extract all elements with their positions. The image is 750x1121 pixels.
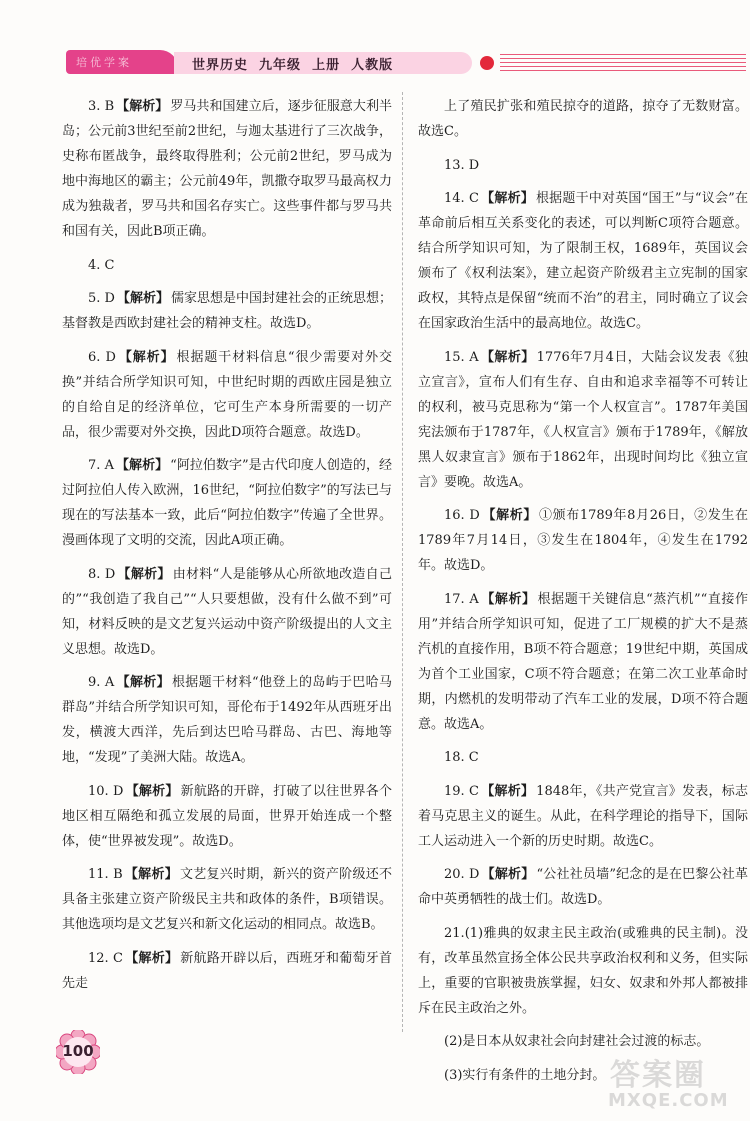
answer-number: 4. C <box>88 257 115 273</box>
analysis-tag: 【解析】 <box>481 867 535 882</box>
page-number-badge <box>56 1030 100 1074</box>
answer-text: 上了殖民扩张和殖民掠夺的道路，掠夺了无数财富。故选C。 <box>418 99 748 139</box>
analysis-tag: 【解析】 <box>124 867 178 882</box>
answer-item <box>62 779 392 854</box>
answer-item <box>418 503 748 578</box>
series-tab-label: 培优学案 <box>76 56 132 69</box>
answer-item <box>418 862 748 912</box>
answer-text: 文艺复兴时期，新兴的资产阶级还不具备主张建立资产阶级民主共和政体的条件，B项错误。其他选项均是文艺复兴和新文化运动的相同点。故选B。 <box>62 867 392 932</box>
answer-text: 根据题干材料信息“很少需要对外交换”并结合所学知识可知，中世纪时期的西欧庄园是独立的自给自足的经济单位，它可生产本身所需要的一切产品，很少需要对外交换，因此D项符合题意。故选D。 <box>62 349 392 440</box>
book-info: 世界历史 九年级 上册 人教版 <box>192 58 394 73</box>
answer-item <box>62 286 392 336</box>
answer-item <box>418 745 748 770</box>
answer-item <box>62 946 392 996</box>
answer-text: “公社社员墙”纪念的是在巴黎公社革命中英勇牺牲的战士们。故选D。 <box>418 867 748 907</box>
answer-number: 7. A <box>88 458 114 473</box>
analysis-tag: 【解析】 <box>116 291 169 306</box>
analysis-tag: 【解析】 <box>116 675 170 690</box>
answer-text: 由材料“人是能够从心所欲地改造自己的”“我创造了我自己”“人只要想做，没有什么做不到”可知，材料反映的是文艺复兴运动中资产阶级提出的人文主义思想。故选D。 <box>62 566 392 657</box>
answer-number: 9. A <box>88 675 115 690</box>
answer-number: 16. D <box>444 508 480 523</box>
answer-text: 根据题干材料“他登上的岛屿于巴哈马群岛”并结合所学知识可知，哥伦布于1492年从西班牙出发，横渡大西洋，先后到达巴哈马群岛、古巴、海地等地，“发现”了美洲大陆。故选A。 <box>62 675 392 765</box>
answer-item <box>418 921 748 1021</box>
answer-number: 11. B <box>88 867 123 882</box>
header-stripes <box>500 54 746 72</box>
page-number: 100 <box>62 1042 94 1060</box>
page-header <box>66 48 746 78</box>
column-divider <box>402 92 403 1032</box>
answer-text: ①颁布1789年8月26日，②发生在1789年7月14日，③发生在1804年，④发生在1792年。故选D。 <box>418 508 748 573</box>
analysis-tag: 【解析】 <box>480 191 534 206</box>
answer-number: 8. D <box>88 566 116 582</box>
answer-text: 新航路开辟以后，西班牙和葡萄牙首先走 <box>62 950 392 991</box>
answer-number: 20. D <box>444 867 480 882</box>
series-tab <box>66 50 178 74</box>
header-dot-icon <box>480 56 494 70</box>
answer-item <box>418 587 748 737</box>
answer-item <box>418 186 748 336</box>
answer-item <box>418 779 748 854</box>
analysis-tag: 【解析】 <box>117 349 175 365</box>
answer-number: 21. <box>444 925 465 941</box>
answer-number: 18. C <box>444 750 479 765</box>
answer-text: 罗马共和国建立后，逐步征服意大利半岛；公元前3世纪至前2世纪，与迦太基进行了三次战争，史称布匿战争，最终取得胜利；公元前2世纪，罗马成为地中海地区的霸主；公元前49年，凯撒夺取罗马最高权力成为独裁者，罗马共和国名存实亡。这些事件都与罗马共和国有关，因此B项正确。 <box>62 99 392 239</box>
answer-number: 6. D <box>88 349 116 365</box>
answer-item <box>62 94 392 244</box>
answer-text: (1)雅典的奴隶主民主政治(或雅典的民主制)。没有，改革虽然宣扬全体公民共享政治权利和义务，但实际上，重要的官职被贵族掌握，妇女、奴隶和外邦人都被排斥在民主政治之外。 <box>418 925 748 1016</box>
watermark-url: MXQE.COM <box>608 1090 729 1111</box>
answer-text: 儒家思想是中国封建社会的正统思想；基督教是西欧封建社会的精神支柱。故选D。 <box>62 291 392 331</box>
answer-item <box>418 153 748 178</box>
answer-number: 15. A <box>444 349 479 365</box>
answer-text: 新航路的开辟，打破了以往世界各个地区相互隔绝和孤立发展的局面，世界开始连成一个整体，使“世界被发现”。故选D。 <box>62 783 392 849</box>
answer-number: 12. C <box>88 950 124 966</box>
answer-text: 1848年，《共产党宣言》发表，标志着马克思主义的诞生。从此，在科学理论的指导下，国际工人运动进入一个新的历史时期。故选C。 <box>418 783 748 849</box>
analysis-tag: 【解析】 <box>125 783 179 799</box>
answer-item <box>62 862 392 937</box>
analysis-tag: 【解析】 <box>117 566 171 582</box>
answer-text: 1776年7月4日，大陆会议发表《独立宣言》，宣布人们有生存、自由和追求幸福等不可转让的权利，被马克思称为“第一个人权宣言”。1787年美国宪法颁布于1787年，《人权宣言》颁布于1789年，《解放黑人奴隶宣言》颁布于1862年，出现时间均比《独立宣言》要晚。故选A。 <box>418 349 748 490</box>
answer-number: 17. A <box>444 591 479 607</box>
answer-item <box>62 670 392 770</box>
answer-text: 根据题干中对英国“国王”与“议会”在革命前后相互关系变化的表述，可以判断C项符合题意。结合所学知识可知，为了限制王权，1689年，英国议会颁布了《权利法案》，建立起资产阶级君主立宪制的国家政权，其特点是保留“统而不治”的君主，同时确立了议会在国家政治生活中的最高地位。故选C。 <box>418 191 748 331</box>
answer-item <box>418 94 748 144</box>
book-info-band <box>174 52 472 74</box>
answer-item <box>62 253 392 278</box>
answer-text: “阿拉伯数字”是古代印度人创造的，经过阿拉伯人传入欧洲，16世纪，“阿拉伯数字”的写法已与现在的写法基本一致，此后“阿拉伯数字”传遍了全世界。漫画体现了文明的交流，因此A项正确。 <box>62 458 392 548</box>
watermark <box>600 1050 740 1114</box>
right-column <box>418 94 748 1096</box>
analysis-tag: 【解析】 <box>481 783 535 799</box>
analysis-tag: 【解析】 <box>480 591 536 607</box>
analysis-tag: 【解析】 <box>125 950 179 966</box>
analysis-tag: 【解析】 <box>480 349 535 365</box>
watermark-logo-text: 答案圈 <box>610 1058 706 1093</box>
answer-number: 14. C <box>444 191 479 206</box>
answer-text: 根据题干关键信息“蒸汽机”“直接作用”并结合所学知识可知，促进了工厂规模的扩大不是蒸汽机的直接作用，B项不符合题意；19世纪中期，英国成为首个工业国家，C项不符合题意；在第二次工业革命时期，内燃机的发明带动了汽车工业的发展，D项不符合题意。故选A。 <box>418 591 748 732</box>
left-column <box>62 94 392 1004</box>
answer-number: 3. B <box>88 99 115 114</box>
answer-item <box>62 453 392 553</box>
answer-number: 19. C <box>444 783 479 799</box>
answer-item <box>62 345 392 445</box>
answer-number: 5. D <box>88 291 115 306</box>
analysis-tag: 【解析】 <box>115 458 169 473</box>
analysis-tag: 【解析】 <box>481 508 537 523</box>
answer-item <box>418 345 748 495</box>
answer-text: (3)实行有条件的土地分封。 <box>444 1067 606 1083</box>
analysis-tag: 【解析】 <box>116 99 169 114</box>
answer-text: (2)是日本从奴隶社会向封建社会过渡的标志。 <box>444 1034 710 1049</box>
answer-number: 13. D <box>444 157 480 173</box>
answer-number: 10. D <box>88 783 124 799</box>
answer-item <box>62 562 392 662</box>
